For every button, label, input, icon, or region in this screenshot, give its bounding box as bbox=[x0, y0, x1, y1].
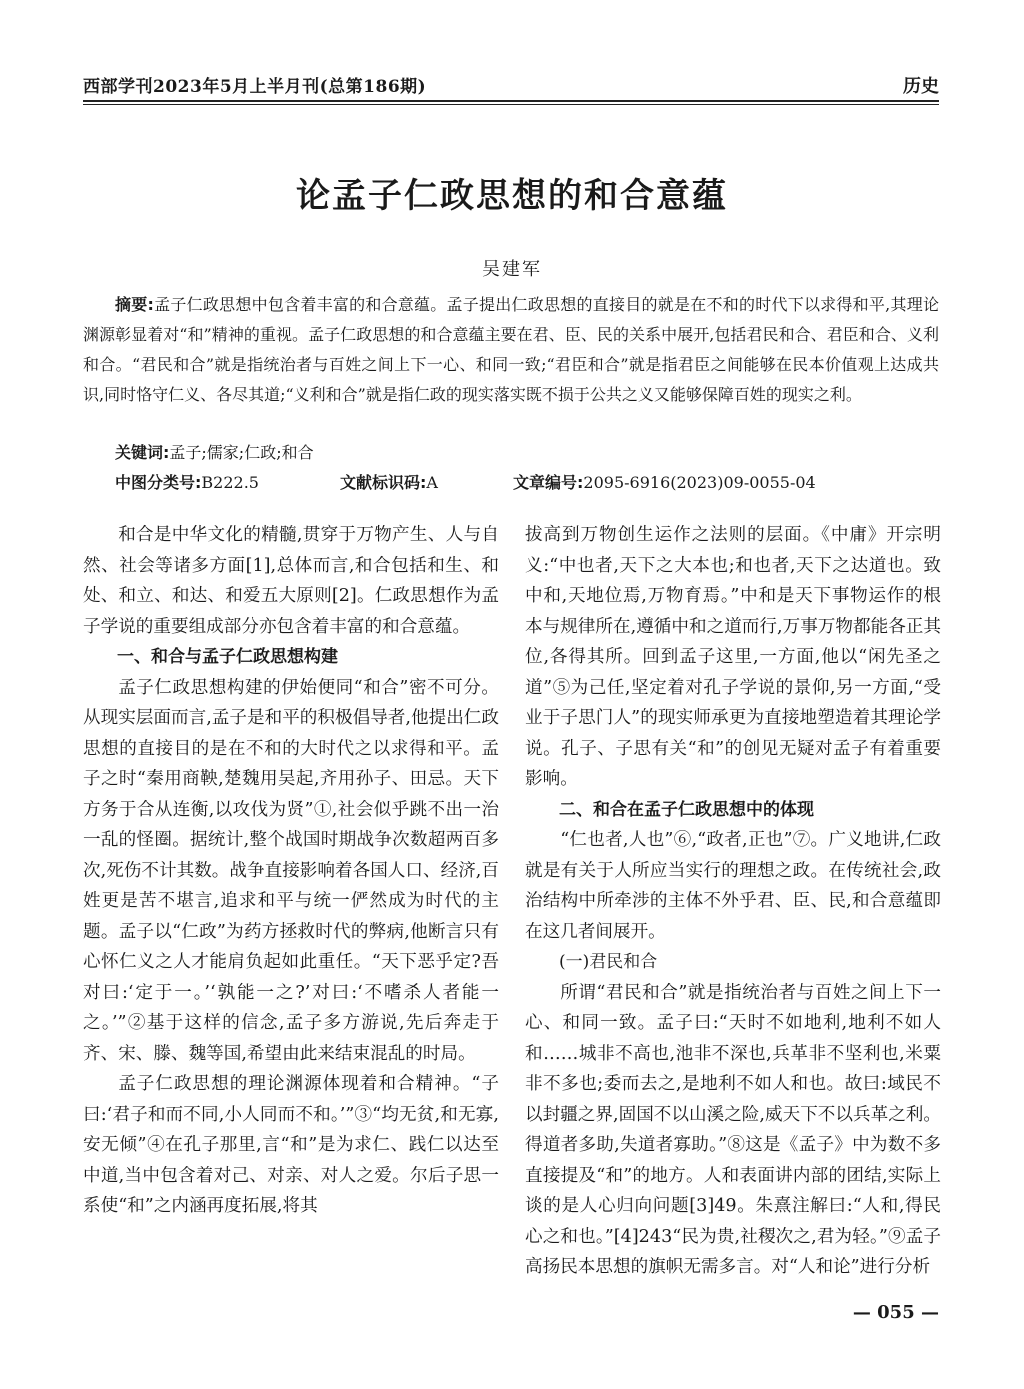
section-heading: 一、和合与孟子仁政思想构建 bbox=[117, 647, 338, 667]
art-value: 2095-6916(2023)09-0055-04 bbox=[583, 473, 816, 492]
abstract-label: 摘要: bbox=[115, 295, 154, 314]
left-column bbox=[83, 520, 499, 1222]
section-heading: 二、和合在孟子仁政思想中的体现 bbox=[559, 799, 814, 820]
abstract bbox=[83, 290, 939, 410]
clc-code bbox=[115, 470, 259, 493]
running-header bbox=[83, 68, 939, 98]
paragraph: 所谓“君民和合”就是指统治者与百姓之间上下一心、和同一致。孟子曰:“天时不如地利,地利不如人和……城非不高也,池非不深也,兵革非不坚利也,米粟非不多也;委而去之,是地利不如人和也。故曰:域民不以封疆之界,固国不以山溪之险,威天下不以兵革之利。得道者多助,失道者寡助。”⑧这是《孟子》中为数不多直接提及“和”的地方。人和表面讲内部的团结,实际上谈的是人心归向问题[3]49。朱熹注解曰:“人和,得民心之和也。”[4]243“民为贵,社稷次之,君为轻。”⑨孟子高扬民本思想的旗帜无需多言。对“人和论”进行分析 bbox=[525, 982, 941, 1277]
journal-name: 西部学刊2023年5月上半月刊(总第186期) bbox=[83, 77, 427, 97]
art-label: 文章编号: bbox=[513, 473, 584, 492]
keywords-label: 关键词: bbox=[115, 443, 170, 462]
paragraph: “仁也者,人也”⑥,“政者,正也”⑦。广义地讲,仁政就是有关于人所应当实行的理想之政。在传统社会,政治结构中所牵涉的主体不外乎君、臣、民,和合意蕴即在这几者间展开。 bbox=[525, 830, 941, 942]
author: 吴建军 bbox=[482, 259, 542, 280]
keywords bbox=[115, 440, 314, 463]
page-number: — 055 — bbox=[852, 1302, 939, 1323]
section-label: 历史 bbox=[903, 76, 939, 97]
doc-code bbox=[340, 470, 438, 493]
paragraph: 孟子仁政思想的理论渊源体现着和合精神。“子曰:‘君子和而不同,小人同而不和。’”③“均无贫,和无寡,安无倾”④在孔子那里,言“和”是为求仁、践仁以达至中道,当中包含着对己、对亲、对人之爱。尔后子思一系使“和”之内涵再度拓展,将其 bbox=[83, 1074, 499, 1216]
article-number bbox=[513, 470, 816, 493]
abstract-text: 孟子仁政思想中包含着丰富的和合意蕴。孟子提出仁政思想的直接目的就是在不和的时代下以求得和平,其理论渊源彰显着对“和”精神的重视。孟子仁政思想的和合意蕴主要在君、臣、民的关系中展开,包括君民和合、君臣和合、义利和合。“君民和合”就是指统治者与百姓之间上下一心、和同一致;“君臣和合”就是指君臣之间能够在民本价值观上达成共识,同时恪守仁义、各尽其道;“义利和合”就是指仁政的现实落实既不损于公共之义又能够保障百姓的现实之利。 bbox=[83, 295, 939, 404]
clc-value: B222.5 bbox=[201, 473, 259, 492]
keywords-text: 孟子;儒家;仁政;和合 bbox=[169, 443, 314, 462]
paragraph: 拔高到万物创生运作之法则的层面。《中庸》开宗明义:“中也者,天下之大本也;和也者,天下之达道也。致中和,天地位焉,万物育焉。”中和是天下事物运作的根本与规律所在,遵循中和之道而行,万事万物都能各正其位,各得其所。回到孟子这里,一方面,他以“闲先圣之道”⑤为己任,坚定着对孔子学说的景仰,另一方面,“受业于子思门人”的现实师承更为直接地塑造着其理论学说。孔子、子思有关“和”的创见无疑对孟子有着重要影响。 bbox=[525, 525, 941, 789]
subsection-heading: (一)君民和合 bbox=[559, 952, 658, 972]
doc-value: A bbox=[426, 473, 438, 492]
header-rule bbox=[83, 100, 939, 102]
paragraph: 孟子仁政思想构建的伊始便同“和合”密不可分。从现实层面而言,孟子是和平的积极倡导者,他提出仁政思想的直接目的是在不和的大时代之以求得和平。孟子之时“秦用商鞅,楚魏用吴起,齐用孙子、田忌。天下方务于合从连衡,以攻伐为贤”①,社会似乎跳不出一治一乱的怪圈。据统计,整个战国时期战争次数超两百多次,死伤不计其数。战争直接影响着各国人口、经济,百姓更是苦不堪言,追求和平与统一俨然成为时代的主题。孟子以“仁政”为药方拯救时代的弊病,他断言只有心怀仁义之人才能肩负起如此重任。“天下恶乎定?吾对曰:‘定于一。’‘孰能一之?’对曰:‘不嗜杀人者能一之。’”②基于这样的信念,孟子多方游说,先后奔走于齐、宋、滕、魏等国,希望由此来结束混乱的时局。 bbox=[83, 677, 499, 1064]
doc-label: 文献标识码: bbox=[340, 473, 427, 492]
clc-label: 中图分类号: bbox=[115, 473, 202, 492]
header-rule-thin bbox=[83, 104, 939, 105]
article-title: 论孟子仁政思想的和合意蕴 bbox=[296, 176, 728, 216]
right-column bbox=[525, 520, 941, 1283]
paragraph: 和合是中华文化的精髓,贯穿于万物产生、人与自然、社会等诸多方面[1],总体而言,和合包括和生、和处、和立、和达、和爱五大原则[2]。仁政思想作为孟子学说的重要组成部分亦包含着丰富的和合意蕴。 bbox=[83, 525, 499, 637]
